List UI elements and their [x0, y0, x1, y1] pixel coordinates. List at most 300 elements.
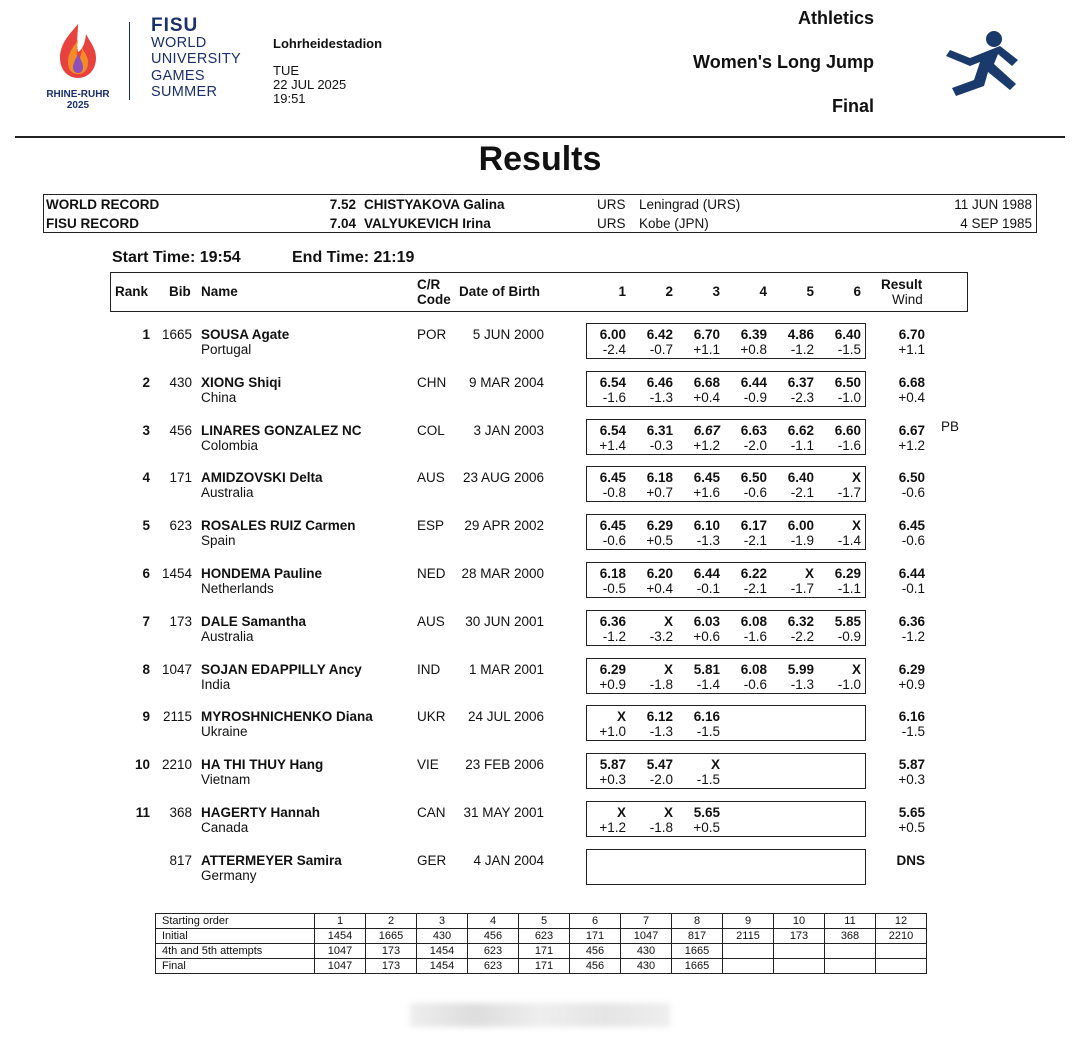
starting-order-cell: 10 [774, 914, 825, 929]
record-holder: CHISTYAKOVA Galina [364, 197, 505, 212]
athlete-rank: 4 [142, 470, 150, 486]
athlete-country: Australia [201, 628, 254, 644]
attempt-mark: 6.54 [599, 422, 626, 438]
attempt-wind: -1.3 [649, 724, 673, 740]
starting-order-cell: 171 [519, 959, 570, 974]
col-attempt-2: 2 [665, 284, 673, 299]
attempt-mark: 6.39 [740, 327, 767, 342]
starting-order-row [156, 959, 927, 974]
attempt-wind: -0.3 [649, 437, 673, 453]
starting-order-cell [825, 959, 876, 974]
attempt-mark: X [663, 661, 673, 677]
attempt-mark: X [616, 709, 626, 725]
starting-order-cell: 1454 [417, 959, 468, 974]
end-time: End Time: 21:19 [292, 249, 415, 266]
starting-order-cell: 171 [570, 929, 621, 944]
attempts-box [586, 753, 866, 789]
athlete-country: Australia [201, 485, 254, 501]
athlete-bib: 1047 [161, 661, 192, 677]
table-row [0, 757, 1080, 801]
col-rank: Rank [115, 284, 149, 299]
athlete-dob: 1 MAR 2001 [468, 661, 544, 677]
starting-order-cell: 173 [366, 959, 417, 974]
attempt-wind: -1.2 [602, 628, 626, 644]
attempt-mark: 6.67 [693, 422, 720, 438]
starting-order-row-label: Initial [156, 929, 315, 944]
athlete-dob: 9 MAR 2004 [468, 374, 544, 390]
record-nat: URS [597, 216, 626, 231]
attempt-wind: +1.2 [693, 437, 720, 453]
athlete-dob: 4 JAN 2004 [473, 852, 544, 868]
attempt-wind: -2.1 [743, 533, 767, 549]
attempt-wind: +0.8 [740, 342, 767, 357]
starting-order-cell: 5 [519, 914, 570, 929]
col-result: Result [881, 277, 923, 292]
fisu-wordmark [151, 15, 242, 101]
athlete-name: MYROSHNICHENKO Diana [201, 709, 373, 725]
col-code-top: C/R [417, 277, 441, 292]
attempts-box [586, 705, 866, 741]
starting-order-cell [825, 944, 876, 959]
attempt-wind: -0.6 [602, 533, 626, 549]
attempt-mark: 6.00 [599, 327, 626, 342]
athlete-code: IND [417, 661, 441, 677]
attempt-mark: 5.87 [599, 757, 626, 773]
result-wind: -0.6 [901, 485, 925, 501]
attempt-wind: +0.7 [646, 485, 673, 501]
attempt-wind: -1.5 [837, 342, 861, 357]
starting-order-cell: 11 [825, 914, 876, 929]
result-mark: 6.68 [898, 374, 925, 390]
attempt-mark: 6.37 [787, 374, 814, 390]
attempt-mark: 6.50 [740, 470, 767, 486]
attempt-mark: 6.45 [599, 518, 626, 534]
athlete-name: DALE Samantha [201, 613, 307, 629]
attempt-mark: 6.29 [646, 518, 673, 534]
starting-order-cell: 4 [468, 914, 519, 929]
attempts-box [586, 801, 866, 837]
attempt-wind: +0.9 [599, 676, 626, 692]
starting-order-cell: 2 [366, 914, 417, 929]
table-row [0, 327, 1080, 371]
athlete-name: XIONG Shiqi [201, 374, 282, 390]
attempt-mark: 6.03 [693, 613, 720, 629]
starting-order-cell: 1047 [315, 944, 366, 959]
starting-order-table [155, 913, 927, 974]
athlete-rank: 6 [142, 566, 150, 581]
starting-order-cell: 430 [621, 944, 672, 959]
result-mark: 6.29 [898, 661, 925, 677]
starting-order-cell [723, 959, 774, 974]
athletics-pictogram-icon [940, 28, 1028, 109]
attempt-mark: 6.29 [599, 661, 626, 677]
result-mark: 6.44 [898, 566, 925, 581]
athlete-rank: 1 [142, 327, 150, 342]
attempt-mark: 6.54 [599, 374, 626, 390]
starting-order-cell: 3 [417, 914, 468, 929]
athlete-code: ESP [417, 518, 445, 534]
attempt-wind: -2.1 [790, 485, 814, 501]
col-attempt-3: 3 [712, 284, 720, 299]
attempt-wind: -0.9 [743, 389, 767, 405]
event-time: 19:51 [273, 91, 306, 106]
athlete-bib: 2115 [162, 709, 192, 725]
athlete-rank: 11 [135, 805, 150, 820]
record-place: Leningrad (URS) [639, 197, 741, 212]
attempt-mark: 6.10 [693, 518, 720, 534]
attempt-mark: X [851, 661, 861, 677]
result-mark: 6.45 [898, 518, 925, 534]
attempt-wind: -0.5 [602, 581, 626, 596]
athlete-rank: 2 [142, 374, 150, 390]
col-dob: Date of Birth [459, 284, 540, 299]
athlete-country: Ukraine [201, 724, 248, 740]
starting-order-row-label: Starting order [156, 914, 315, 929]
attempt-wind: -1.6 [743, 628, 767, 644]
result-mark: DNS [896, 852, 925, 868]
athlete-country: Colombia [201, 437, 259, 453]
athlete-bib: 1665 [161, 327, 192, 342]
athlete-dob: 5 JUN 2000 [472, 327, 544, 342]
starting-order-cell: 1665 [672, 944, 723, 959]
starting-order-row-label: Final [156, 959, 315, 974]
athlete-bib: 368 [169, 805, 192, 820]
starting-order-cell: 2115 [723, 929, 774, 944]
col-code-bottom: Code [417, 292, 451, 307]
event-title: Women's Long Jump [693, 52, 874, 72]
table-row [0, 662, 1080, 706]
attempt-mark: 6.44 [693, 566, 720, 581]
attempt-wind: -2.3 [790, 389, 814, 405]
table-row [0, 709, 1080, 753]
result-wind: -0.1 [901, 581, 925, 596]
attempt-wind: -1.8 [649, 676, 673, 692]
attempt-wind: -3.2 [649, 628, 673, 644]
flame-logo-icon [38, 20, 118, 84]
result-mark: 6.36 [898, 613, 925, 629]
attempt-wind: -1.3 [649, 389, 673, 405]
athlete-code: NED [417, 566, 446, 581]
starting-order-cell: 623 [468, 944, 519, 959]
attempt-mark: 6.45 [599, 470, 626, 486]
attempt-wind: -0.6 [743, 485, 767, 501]
athlete-dob: 29 APR 2002 [464, 518, 544, 534]
athlete-bib: 171 [169, 470, 192, 486]
table-row [0, 518, 1080, 562]
attempt-mark: 6.32 [787, 613, 814, 629]
result-wind: +1.1 [898, 342, 925, 357]
fisu-line-4: SUMMER [151, 84, 218, 100]
athlete-code: CAN [417, 805, 446, 820]
athlete-name: HA THI THUY Hang [201, 757, 324, 773]
starting-order-cell: 1047 [621, 929, 672, 944]
attempt-wind: +1.4 [599, 437, 626, 453]
starting-order-cell [774, 959, 825, 974]
athlete-country: India [201, 676, 231, 692]
starting-order-cell: 8 [672, 914, 723, 929]
attempt-mark: 6.08 [740, 613, 767, 629]
athlete-name: HAGERTY Hannah [201, 805, 321, 820]
col-bib: Bib [169, 284, 191, 299]
athlete-code: AUS [417, 613, 445, 629]
col-name: Name [201, 284, 238, 299]
attempt-mark: 6.63 [740, 422, 767, 438]
event-date: 22 JUL 2025 [273, 77, 347, 92]
attempt-wind: +0.5 [646, 533, 673, 549]
result-wind: +1.2 [898, 437, 925, 453]
fisu-line-1: WORLD [151, 34, 207, 51]
attempt-wind: +1.6 [693, 485, 720, 501]
attempt-mark: 6.29 [834, 566, 861, 581]
athlete-country: China [201, 389, 237, 405]
attempt-wind: +0.4 [646, 581, 673, 596]
athlete-country: Vietnam [201, 772, 251, 788]
attempt-wind: -1.9 [790, 533, 814, 549]
attempt-wind: -0.8 [602, 485, 626, 501]
logo-divider [129, 22, 130, 100]
attempt-wind: +1.2 [599, 820, 626, 835]
attempt-wind: +0.6 [693, 628, 720, 644]
starting-order-row [156, 929, 927, 944]
starting-order-row [156, 944, 927, 959]
attempt-mark: X [851, 470, 861, 486]
record-date: 11 JUN 1988 [954, 197, 1032, 212]
athlete-rank: 10 [134, 757, 150, 773]
attempt-wind: -1.1 [790, 437, 814, 453]
attempt-wind: -1.3 [790, 676, 814, 692]
starting-order-cell: 6 [570, 914, 621, 929]
attempt-mark: 6.60 [834, 422, 861, 438]
footer-blur [410, 1003, 670, 1027]
athlete-dob: 24 JUL 2006 [467, 709, 544, 725]
sport-title: Athletics [797, 8, 874, 28]
table-row [0, 614, 1080, 658]
attempt-mark: 5.85 [834, 613, 861, 629]
start-time: Start Time: 19:54 [112, 249, 241, 266]
attempt-wind: +0.5 [693, 820, 720, 835]
athlete-rank: 9 [142, 709, 150, 725]
attempt-wind: -2.0 [743, 437, 767, 453]
event-day: TUE [273, 63, 299, 78]
athlete-bib: 2210 [161, 757, 192, 773]
starting-order-cell: 817 [672, 929, 723, 944]
athlete-name: AMIDZOVSKI Delta [201, 470, 323, 486]
result-wind: +0.9 [898, 676, 925, 692]
record-date: 4 SEP 1985 [960, 216, 1032, 231]
athlete-name: HONDEMA Pauline [201, 566, 323, 581]
attempt-wind: +0.4 [693, 389, 720, 405]
record-place: Kobe (JPN) [639, 216, 709, 231]
attempts-box [586, 849, 866, 885]
starting-order-cell: 1454 [417, 944, 468, 959]
athlete-name: ATTERMEYER Samira [201, 852, 342, 868]
starting-order-cell: 1665 [366, 929, 417, 944]
athlete-code: CHN [417, 374, 447, 390]
attempt-wind: -1.8 [649, 820, 673, 835]
athlete-bib: 817 [169, 852, 192, 868]
record-mark: 7.04 [329, 216, 356, 231]
athlete-dob: 31 MAY 2001 [463, 805, 544, 820]
attempt-wind: -2.0 [649, 772, 673, 788]
col-attempt-6: 6 [853, 284, 861, 299]
athlete-code: GER [417, 852, 447, 868]
col-attempt-4: 4 [759, 284, 767, 299]
athlete-country: Germany [201, 867, 257, 883]
athlete-code: POR [417, 327, 447, 342]
record-label: WORLD RECORD [46, 197, 160, 212]
result-note: PB [941, 418, 960, 434]
starting-order-row-label: 4th and 5th attempts [156, 944, 315, 959]
athlete-bib: 456 [169, 422, 192, 438]
athlete-dob: 30 JUN 2001 [465, 613, 544, 629]
athlete-dob: 23 FEB 2006 [465, 757, 544, 773]
attempt-wind: +1.0 [599, 724, 626, 740]
attempt-mark: 6.17 [740, 518, 767, 534]
attempt-mark: 6.46 [646, 374, 673, 390]
attempt-wind: -1.5 [696, 724, 720, 740]
athlete-name: ROSALES RUIZ Carmen [201, 518, 356, 534]
starting-order-cell: 623 [468, 959, 519, 974]
page-title: Results [478, 140, 602, 178]
col-attempt-1: 1 [618, 284, 626, 299]
attempt-wind: -1.6 [602, 389, 626, 405]
col-wind: Wind [892, 292, 923, 307]
attempt-wind: +0.3 [599, 772, 626, 788]
attempt-mark: 6.18 [646, 470, 673, 486]
attempt-wind: -1.7 [837, 485, 861, 501]
attempt-wind: -1.7 [790, 581, 814, 596]
attempt-mark: X [710, 757, 720, 773]
attempt-wind: -1.0 [837, 389, 861, 405]
starting-order-cell [723, 944, 774, 959]
starting-order-cell: 9 [723, 914, 774, 929]
starting-order-cell: 456 [468, 929, 519, 944]
attempt-mark: X [663, 805, 673, 820]
attempt-mark: 6.18 [599, 566, 626, 581]
attempt-mark: X [804, 566, 814, 581]
athlete-code: UKR [417, 709, 446, 725]
athlete-rank: 3 [142, 422, 150, 438]
attempt-wind: -1.0 [837, 676, 861, 692]
athlete-dob: 23 AUG 2006 [462, 470, 544, 486]
result-mark: 5.87 [898, 757, 925, 773]
attempt-wind: -1.6 [837, 437, 861, 453]
attempt-mark: 6.16 [693, 709, 720, 725]
attempt-mark: 6.20 [646, 566, 673, 581]
starting-order-cell [876, 959, 927, 974]
attempt-wind: -2.4 [602, 342, 626, 357]
athlete-rank: 7 [142, 613, 150, 629]
attempt-mark: 6.40 [834, 327, 861, 342]
starting-order-cell: 1665 [672, 959, 723, 974]
starting-order-cell: 12 [876, 914, 927, 929]
attempt-mark: 4.86 [787, 327, 814, 342]
venue: Lohrheidestadion [273, 36, 383, 51]
col-attempt-5: 5 [806, 284, 814, 299]
attempt-wind: -1.4 [696, 676, 720, 692]
attempt-wind: -0.6 [743, 676, 767, 692]
athlete-country: Netherlands [201, 581, 274, 596]
result-wind: -1.5 [901, 724, 925, 740]
starting-order-cell: 1 [315, 914, 366, 929]
starting-order-cell: 171 [519, 944, 570, 959]
attempt-mark: 6.12 [646, 709, 673, 725]
starting-order-cell [774, 944, 825, 959]
result-mark: 6.67 [898, 422, 925, 438]
starting-order-cell: 430 [621, 959, 672, 974]
round-title: Final [831, 96, 874, 116]
starting-order-cell [876, 944, 927, 959]
starting-order-cell: 173 [366, 944, 417, 959]
starting-order-cell: 1454 [315, 929, 366, 944]
attempt-mark: 5.81 [693, 661, 720, 677]
attempt-wind: -0.1 [696, 581, 720, 596]
athlete-rank: 5 [142, 518, 150, 534]
athlete-bib: 430 [169, 374, 192, 390]
attempt-mark: 6.22 [740, 566, 767, 581]
athlete-name: SOJAN EDAPPILLY Ancy [201, 661, 362, 677]
athlete-country: Canada [201, 820, 249, 835]
games-logo [38, 20, 118, 111]
attempt-mark: 6.62 [787, 422, 814, 438]
starting-order-cell: 623 [519, 929, 570, 944]
attempt-mark: 6.70 [693, 327, 720, 342]
table-row [0, 805, 1080, 849]
fisu-brand: FISU [151, 15, 199, 36]
attempt-mark: 6.00 [787, 518, 814, 534]
attempt-wind: -2.2 [790, 628, 814, 644]
attempt-wind: -1.3 [696, 533, 720, 549]
attempt-mark: 6.31 [646, 422, 673, 438]
header-rule [15, 136, 1065, 138]
logo-text: RHINE-RUHR 2025 [46, 89, 110, 111]
attempt-wind: -0.9 [837, 628, 861, 644]
attempt-mark: 6.50 [834, 374, 861, 390]
starting-order-cell: 430 [417, 929, 468, 944]
record-nat: URS [597, 197, 626, 212]
result-mark: 5.65 [898, 805, 925, 820]
starting-order-cell: 1047 [315, 959, 366, 974]
record-mark: 7.52 [329, 197, 356, 212]
athlete-code: AUS [417, 470, 445, 486]
starting-order-header-row [156, 914, 927, 929]
result-wind: +0.4 [898, 389, 925, 405]
starting-order-cell: 456 [570, 944, 621, 959]
attempt-wind: -1.2 [790, 342, 814, 357]
attempt-wind: -0.7 [649, 342, 673, 357]
starting-order-cell: 456 [570, 959, 621, 974]
attempt-mark: 5.47 [646, 757, 673, 773]
table-row [0, 418, 1080, 467]
result-mark: 6.16 [898, 709, 925, 725]
result-wind: -1.2 [901, 628, 925, 644]
table-row [0, 375, 1080, 419]
fisu-line-2: UNIVERSITY [151, 51, 242, 67]
athlete-rank: 8 [142, 661, 150, 677]
attempt-mark: 6.36 [599, 613, 626, 629]
attempt-mark: 5.99 [787, 661, 814, 677]
result-wind: +0.3 [898, 772, 925, 788]
attempt-mark: 6.08 [740, 661, 767, 677]
athlete-code: COL [417, 422, 445, 438]
attempt-mark: 6.42 [646, 327, 673, 342]
result-mark: 6.50 [898, 470, 925, 486]
athlete-dob: 3 JAN 2003 [473, 422, 544, 438]
result-wind: +0.5 [898, 820, 925, 835]
attempt-mark: 6.40 [787, 470, 814, 486]
attempt-wind: -2.1 [743, 581, 767, 596]
attempt-wind: +1.1 [693, 342, 720, 357]
